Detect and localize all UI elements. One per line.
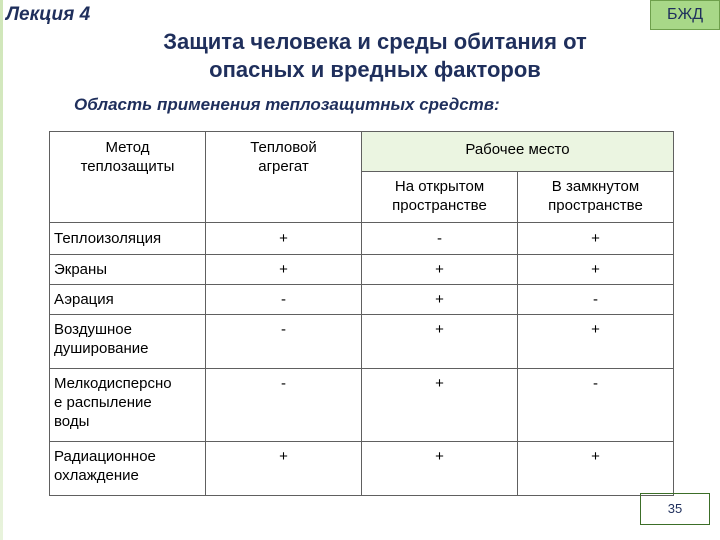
table-row [50, 315, 674, 369]
header-open-space [362, 172, 518, 223]
title-line-2: опасных и вредных факторов [209, 57, 541, 82]
slide-number: 35 [640, 493, 710, 525]
unit-cell: - [206, 369, 362, 442]
table-row [50, 285, 674, 315]
header-unit-line-1: Тепловой [250, 139, 317, 156]
header-row-1 [50, 132, 674, 172]
open-cell: + [362, 255, 518, 285]
title-line-1: Защита человека и среды обитания от [163, 29, 587, 54]
method-line: Экраны [54, 261, 108, 278]
header-closed-line-2: пространстве [548, 197, 643, 214]
method-line: охлаждение [54, 467, 139, 484]
header-workplace: Рабочее место [362, 132, 674, 172]
header-method-line-2: теплозащиты [80, 158, 175, 175]
open-cell: + [362, 315, 518, 369]
slide-subtitle: Область применения теплозащитных средств: [74, 95, 500, 114]
closed-cell: - [518, 285, 674, 315]
method-line: душирование [54, 340, 149, 357]
header-closed-space [518, 172, 674, 223]
method-cell [50, 369, 206, 442]
unit-cell: - [206, 315, 362, 369]
closed-cell: + [518, 442, 674, 496]
unit-cell: - [206, 285, 362, 315]
header-unit-line-2: агрегат [258, 158, 309, 175]
open-cell: + [362, 369, 518, 442]
method-line: Аэрация [54, 291, 114, 308]
unit-cell: + [206, 255, 362, 285]
header-unit [206, 132, 362, 223]
closed-cell: - [518, 369, 674, 442]
table-row [50, 255, 674, 285]
method-line: е распыление [54, 394, 152, 411]
header-open-line-1: На открытом [394, 178, 485, 195]
method-cell [50, 255, 206, 285]
method-cell [50, 285, 206, 315]
closed-cell: + [518, 255, 674, 285]
lecture-label: Лекция 4 [6, 4, 91, 25]
method-line: воды [54, 413, 90, 430]
open-cell: + [362, 442, 518, 496]
method-line: Мелкодисперсно [54, 375, 172, 392]
open-cell: - [362, 223, 518, 255]
table-row [50, 369, 674, 442]
protection-table [49, 131, 674, 496]
left-decor-band [0, 0, 3, 540]
open-cell: + [362, 285, 518, 315]
method-cell [50, 315, 206, 369]
header-open-line-2: пространстве [392, 197, 487, 214]
closed-cell: + [518, 315, 674, 369]
header-method-line-1: Метод [105, 139, 150, 156]
closed-cell: + [518, 223, 674, 255]
method-line: Радиационное [54, 448, 156, 465]
method-line: Теплоизоляция [54, 230, 162, 247]
method-line: Воздушное [54, 321, 132, 338]
unit-cell: + [206, 223, 362, 255]
subject-badge: БЖД [650, 0, 720, 30]
method-cell [50, 442, 206, 496]
header-method [50, 132, 206, 223]
slide-title [95, 28, 655, 84]
method-cell [50, 223, 206, 255]
table-row [50, 223, 674, 255]
table-row [50, 442, 674, 496]
header-closed-line-1: В замкнутом [551, 178, 640, 195]
unit-cell: + [206, 442, 362, 496]
